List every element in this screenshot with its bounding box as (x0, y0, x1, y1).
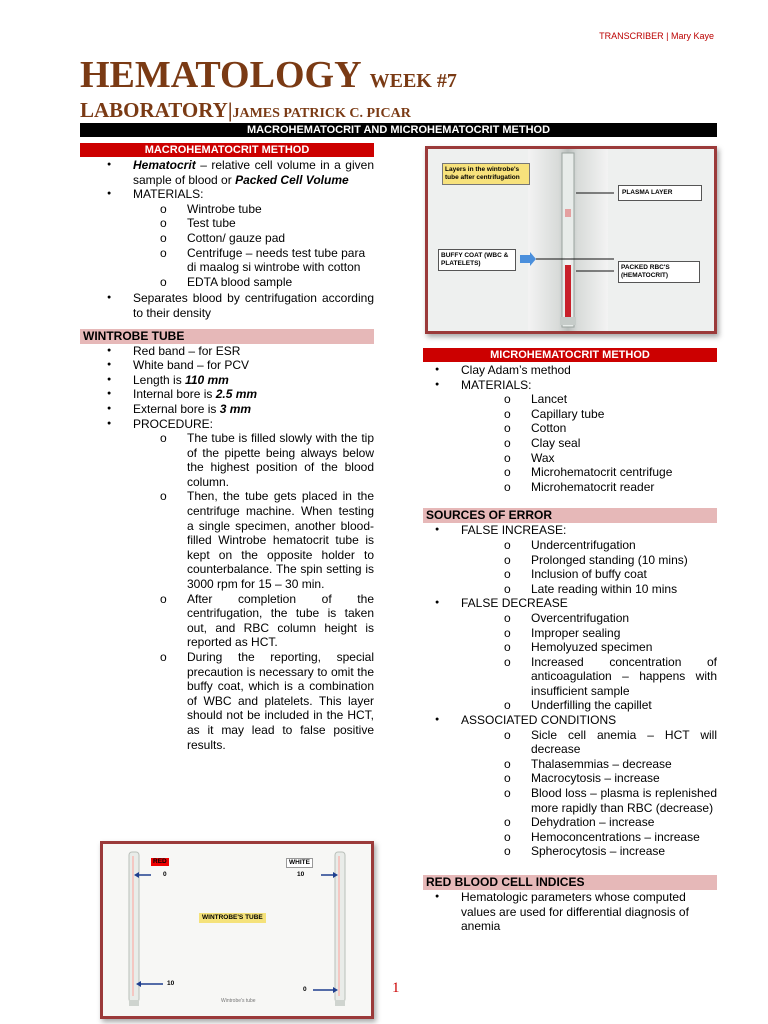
list-item: o Wintrobe tube (80, 202, 374, 217)
white-label: WHITE (286, 858, 313, 868)
errors-heading: SOURCES OF ERROR (423, 508, 717, 523)
macro-heading: MACROHEMATOCRIT METHOD (80, 143, 374, 157)
buffy-coat-label: BUFFY COAT (WBC & PLATELETS) (438, 249, 516, 271)
errors-list (423, 523, 717, 859)
list-item: o Blood loss – plasma is replenished more rapidly than RBC (decrease) (423, 786, 717, 815)
list-item: o Microhematocrit centrifuge (423, 465, 717, 480)
list-item: ● MATERIALS: (80, 187, 374, 202)
list-item: o During the reporting, special precaution is necessary to omit the buffy coat, which is a combination of WBC and platelets. This layer should not be included in the HCT, as it may lead to false positive results. (80, 650, 374, 752)
page-subtitle: LABORATORY|JAMES PATRICK C. PICAR (80, 98, 411, 122)
list-item: o Clay seal (423, 436, 717, 451)
zero-mark-right: 0 (303, 986, 307, 993)
list-item: o Macrocytosis – increase (423, 771, 717, 786)
list-item: o Cotton/ gauze pad (80, 231, 374, 246)
page-number: 1 (392, 980, 400, 996)
micro-heading: MICROHEMATOCRIT METHOD (423, 348, 717, 362)
external-value: 3 mm (219, 401, 252, 416)
length-value: 110 mm (185, 372, 229, 387)
length-label: Length is (133, 372, 186, 387)
layers-figure (425, 146, 717, 334)
list-item: o Wax (423, 451, 717, 466)
internal-value: 2.5 mm (215, 387, 258, 402)
list-item: o Prolonged standing (10 mins) (423, 553, 717, 568)
internal-label: Internal bore is (133, 387, 216, 402)
list-item: o Underfilling the capillet (423, 698, 717, 713)
list-item: o Hemolyuzed specimen (423, 640, 717, 655)
list-item: ● White band – for PCV (80, 358, 374, 373)
list-item: o The tube is filled slowly with the tip of the pipette being always below the highest position of the blood column. (80, 431, 374, 489)
micro-list (423, 363, 717, 494)
list-item (80, 387, 374, 402)
macro-list (80, 158, 374, 321)
list-item (80, 158, 374, 187)
list-item: ● PROCEDURE: (80, 417, 374, 432)
list-item: o EDTA blood sample (80, 275, 374, 290)
list-item: ● Clay Adam’s method (423, 363, 717, 378)
list-item: o Capillary tube (423, 407, 717, 422)
author-name: JAMES PATRICK C. PICAR (232, 106, 411, 121)
list-item: ● FALSE INCREASE: (423, 523, 717, 538)
rbc-indices-heading: RED BLOOD CELL INDICES (423, 875, 717, 890)
transcriber-credit: TRANSCRIBER | Mary Kaye (599, 31, 714, 41)
list-item: o After completion of the centrifugation, the tube is taken out, and RBC column height is reported as HCT. (80, 592, 374, 650)
rbc-list (423, 890, 717, 934)
list-item: o Test tube (80, 216, 374, 231)
right-column (423, 363, 717, 934)
list-item: o Microhematocrit reader (423, 480, 717, 495)
list-item: o Overcentrifugation (423, 611, 717, 626)
list-item: o Spherocytosis – increase (423, 844, 717, 859)
hct-definition: – relative cell volume in a given sample of blood or (133, 158, 374, 187)
red-label: RED (153, 858, 167, 865)
list-item: o Lancet (423, 392, 717, 407)
zero-mark-left: 0 (163, 871, 167, 878)
list-item: o Cotton (423, 421, 717, 436)
hct-term: Hematocrit (133, 158, 196, 172)
list-item: ● FALSE DECREASE (423, 596, 717, 611)
subtitle-text: LABORATORY (80, 98, 228, 122)
list-item: o Hemoconcentrations – increase (423, 830, 717, 845)
list-item: o Increased concentration of anticoagulation – happens with insufficient sample (423, 655, 717, 699)
figure-credit: Wintrobe's tube (221, 998, 256, 1004)
list-item: ● Separates blood by centrifugation according to their density (80, 291, 374, 320)
hct-term2: Packed Cell Volume (235, 172, 349, 187)
wintrobe-tube-figure (100, 841, 374, 1019)
list-item: o Centrifuge – needs test tube para di maalog si wintrobe with cotton (80, 246, 374, 275)
external-label: External bore is (133, 401, 220, 416)
packed-rbc-label: PACKED RBC'S (HEMATOCRIT) (618, 261, 700, 283)
list-item (80, 373, 374, 388)
list-item: o Then, the tube gets placed in the centrifuge machine. When testing a single specimen, another blood-filled Wintrobe hematocrit tube is kept on the opposite holder to counterbalance. The spin setting is 3000 rpm for 15 – 30 min. (80, 489, 374, 591)
list-item: ● MATERIALS: (423, 378, 717, 393)
list-item: ● Red band – for ESR (80, 344, 374, 359)
list-item: o Thalasemmias – decrease (423, 757, 717, 772)
left-column (80, 158, 374, 752)
figure-caption: WINTROBE'S TUBE (199, 913, 266, 923)
week-label: WEEK #7 (369, 70, 457, 92)
list-item: o Improper sealing (423, 626, 717, 641)
wintrobe-heading: WINTROBE TUBE (80, 329, 374, 344)
list-item: o Inclusion of buffy coat (423, 567, 717, 582)
wintrobe-list (80, 344, 374, 753)
list-item: ● ASSOCIATED CONDITIONS (423, 713, 717, 728)
plasma-label: PLASMA LAYER (618, 185, 702, 201)
ten-mark-left: 10 (167, 980, 175, 987)
title-text: HEMATOLOGY (80, 54, 361, 96)
list-item: o Dehydration – increase (423, 815, 717, 830)
ten-mark-right: 10 (297, 871, 305, 878)
list-item: ● Hematologic parameters whose computed values are used for differential diagnosis of anemia (423, 890, 717, 934)
list-item (80, 402, 374, 417)
topic-banner: MACROHEMATOCRIT AND MICROHEMATOCRIT METHOD (80, 123, 717, 137)
list-item: o Late reading within 10 mins (423, 582, 717, 597)
list-item: o Undercentrifugation (423, 538, 717, 553)
layers-caption: Layers in the wintrobe's tube after centrifugation (442, 163, 530, 185)
wintrobe-tube-illustration (103, 844, 371, 1016)
list-item: o Sicle cell anemia – HCT will decrease (423, 728, 717, 757)
